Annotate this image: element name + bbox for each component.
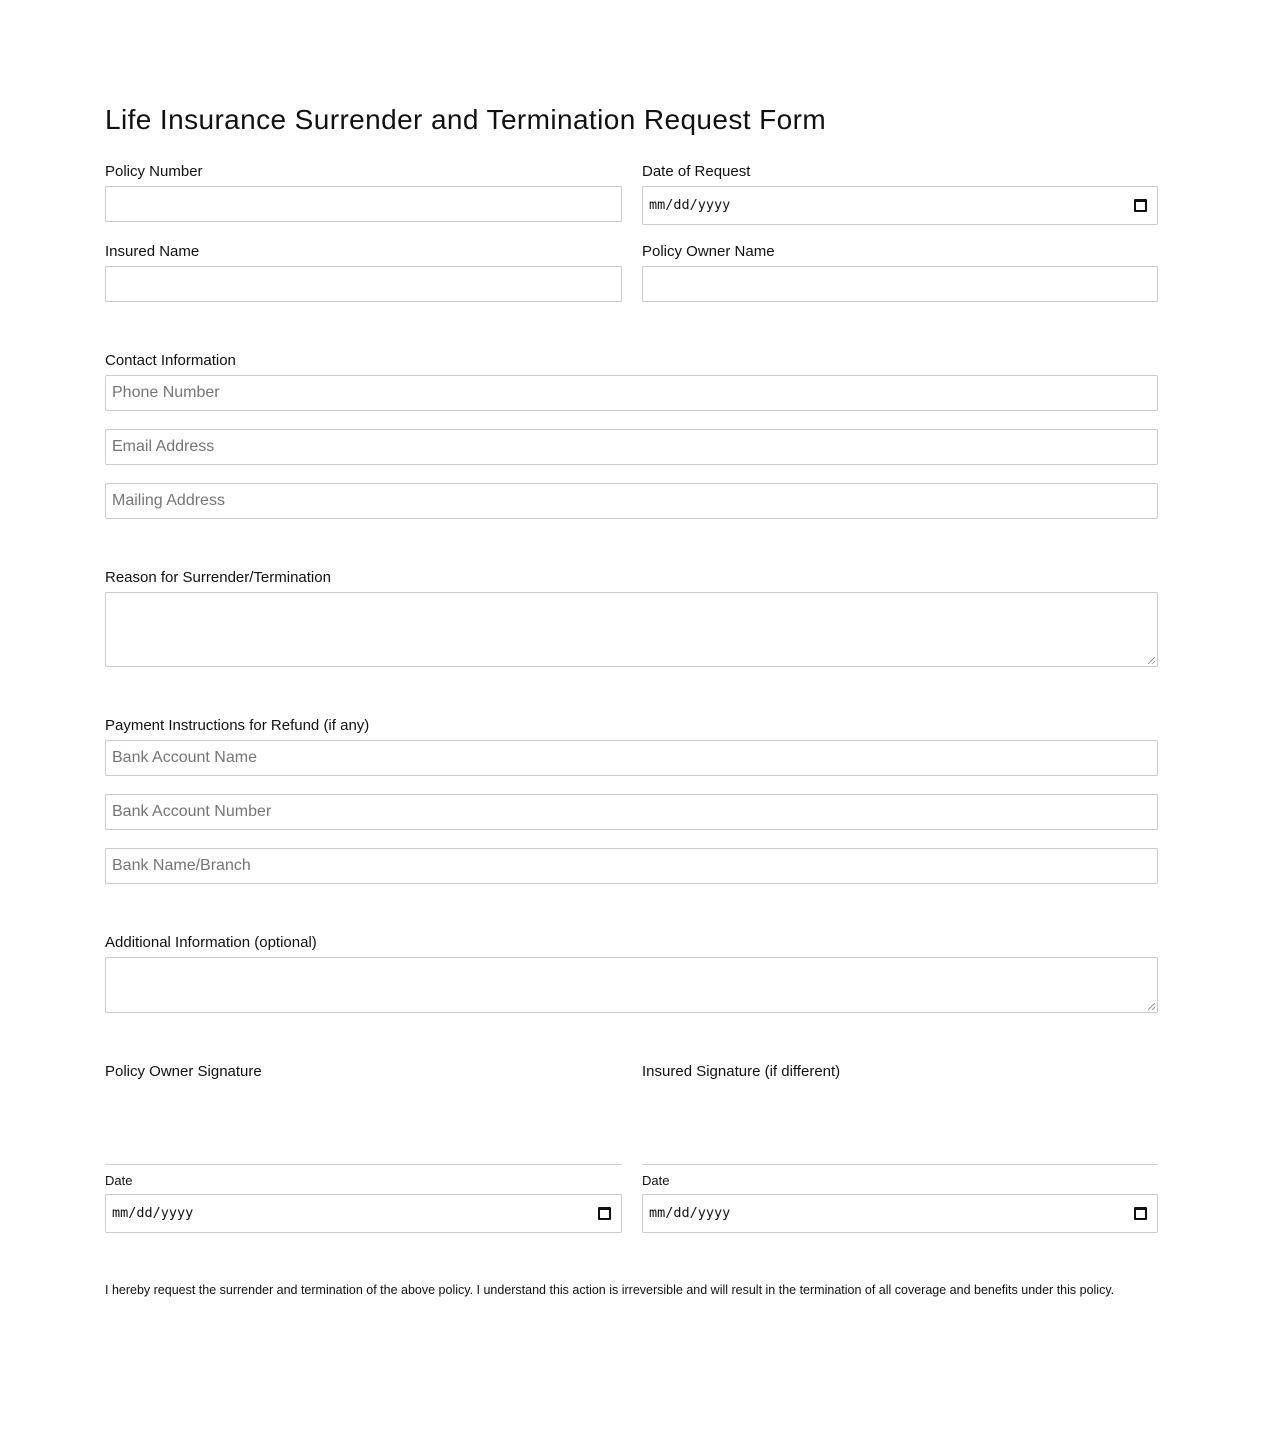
contact-information-label: Contact Information: [105, 352, 236, 369]
owner-date-label: Date: [105, 1173, 133, 1188]
insured-name-input[interactable]: [105, 266, 622, 302]
email-address-input[interactable]: Email Address: [105, 429, 1158, 465]
bank-account-number-input[interactable]: Bank Account Number: [105, 794, 1158, 830]
date-placeholder: mm/dd/yyyy: [649, 197, 731, 213]
date-placeholder: mm/dd/yyyy: [649, 1205, 731, 1221]
date-of-request-input[interactable]: [642, 186, 1158, 225]
insured-signature-line: [642, 1164, 1158, 1165]
bank-account-name-input[interactable]: Bank Account Name: [105, 740, 1158, 776]
policy-number-input[interactable]: [105, 186, 622, 222]
owner-date-input[interactable]: [105, 1194, 622, 1233]
owner-signature-line: [105, 1164, 622, 1165]
resize-handle-icon[interactable]: [1148, 1003, 1155, 1010]
policy-owner-name-input[interactable]: [642, 266, 1158, 302]
reason-textarea[interactable]: [105, 592, 1158, 667]
additional-information-textarea[interactable]: [105, 957, 1158, 1013]
insured-date-label: Date: [642, 1173, 670, 1188]
additional-information-label: Additional Information (optional): [105, 934, 317, 951]
calendar-icon[interactable]: [1134, 199, 1147, 212]
phone-number-input[interactable]: Phone Number: [105, 375, 1158, 411]
date-of-request-label: Date of Request: [642, 163, 751, 180]
insured-name-label: Insured Name: [105, 243, 200, 260]
resize-handle-icon[interactable]: [1148, 657, 1155, 664]
insured-date-input[interactable]: [642, 1194, 1158, 1233]
calendar-icon[interactable]: [1134, 1207, 1147, 1220]
declaration-text: I hereby request the surrender and termination of the above policy. I understand this action is irreversible and will result in the termination of all coverage and benefits under this policy.: [105, 1283, 1115, 1297]
date-placeholder: mm/dd/yyyy: [112, 1205, 194, 1221]
bank-name-branch-input[interactable]: Bank Name/Branch: [105, 848, 1158, 884]
page-title: Life Insurance Surrender and Termination Request Form: [105, 104, 827, 135]
policy-owner-signature-label: Policy Owner Signature: [105, 1063, 262, 1080]
mailing-address-input[interactable]: Mailing Address: [105, 483, 1158, 519]
reason-label: Reason for Surrender/Termination: [105, 569, 331, 586]
payment-instructions-label: Payment Instructions for Refund (if any): [105, 717, 370, 734]
policy-owner-name-label: Policy Owner Name: [642, 243, 775, 260]
policy-number-label: Policy Number: [105, 163, 203, 180]
calendar-icon[interactable]: [598, 1207, 611, 1220]
insured-signature-label: Insured Signature (if different): [642, 1063, 841, 1080]
